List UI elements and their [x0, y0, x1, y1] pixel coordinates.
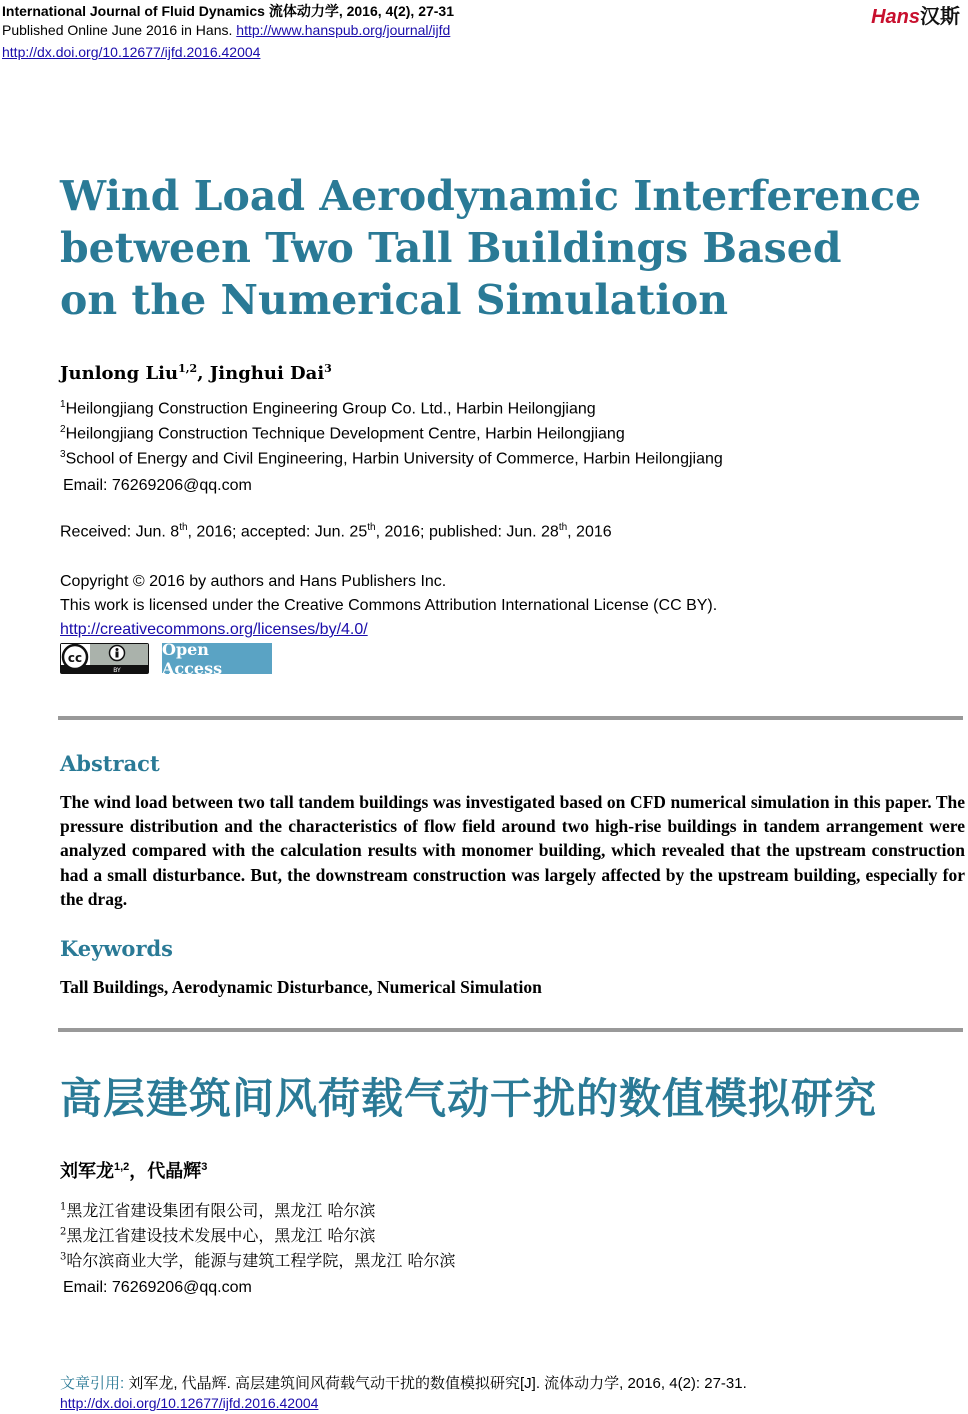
author-affiliation-mark: 3 [201, 1161, 208, 1173]
open-access-badge[interactable]: Open Access [162, 643, 272, 674]
affiliation-text: 黑龙江省建设集团有限公司，黑龙江 哈尔滨 [66, 1201, 376, 1220]
affiliation-mark: 2 [60, 1226, 67, 1238]
author-affiliation-mark: 1,2 [114, 1161, 130, 1173]
accepted-date: , 2016; accepted: Jun. 25 [187, 523, 368, 541]
cc-by-badge[interactable] [60, 643, 149, 674]
publication-prefix: Published Online June 2016 in Hans. [2, 22, 237, 38]
cn-affiliation [60, 1248, 455, 1271]
svg-text:BY: BY [113, 667, 121, 674]
journal-name: International Journal of Fluid Dynamics 流体动力学, 2016, 4(2), 27-31 [2, 3, 454, 19]
abstract-text: The wind load between two tall tandem buildings was investigated based on CFD numerical simulation in this paper. The pressure distribution and the characteristics of flow field around two high-rise buildings in tandem arrangement were analyzed compared with the calculation results with monomer building, which revealed that the upstream construction had a small disturbance. But, the downstream construction was largely affected by the upstream building, especially for the drag. [60, 792, 965, 909]
affiliation [60, 449, 723, 468]
author-email: Email: 76269206@qq.com [63, 477, 252, 494]
ordinal-suffix: th [558, 522, 568, 533]
cn-author-name: 代晶辉 [147, 1161, 202, 1181]
cn-author-list [60, 1157, 207, 1183]
affiliation-text: Heilongjiang Construction Technique Development Centre, Harbin Heilongjiang [65, 425, 625, 443]
published-year: , 2016 [567, 523, 612, 541]
affiliation-mark: 2 [60, 424, 66, 435]
affiliation [60, 424, 625, 443]
title-line: on the Numerical Simulation [60, 276, 729, 324]
cn-affiliation [60, 1198, 375, 1221]
published-date: , 2016; published: Jun. 28 [375, 523, 559, 541]
publisher-logo [871, 0, 960, 29]
publication-dates [60, 522, 612, 541]
citation-doi-link[interactable]: http://dx.doi.org/10.12677/ijfd.2016.42004 [60, 1395, 319, 1411]
cn-paper-title: 高层建筑间风荷载气动干扰的数值模拟研究 [60, 1075, 878, 1122]
doi-link[interactable]: http://dx.doi.org/10.12677/ijfd.2016.42004 [2, 44, 261, 60]
author-affiliation-mark: 3 [324, 362, 332, 375]
abstract-heading: Abstract [60, 751, 160, 776]
citation-text: 刘军龙, 代晶辉. 高层建筑间风荷载气动干扰的数值模拟研究[J]. 流体动力学, 2016, 4(2): 27-31. [128, 1375, 747, 1392]
affiliation-mark: 1 [60, 399, 66, 410]
cn-author-name: 刘军龙 [60, 1161, 114, 1181]
title-line: between Two Tall Buildings Based [60, 224, 842, 272]
ordinal-suffix: th [367, 522, 376, 533]
license-line: This work is licensed under the Creative Commons Attribution International License (CC BY). [60, 597, 718, 614]
citation-label: 文章引用: [60, 1375, 129, 1392]
title-line: Wind Load Aerodynamic Interference [60, 172, 922, 220]
copyright-line: Copyright © 2016 by authors and Hans Publishers Inc. [60, 573, 447, 590]
author-list [60, 362, 332, 384]
section-divider [58, 716, 963, 720]
section-divider [58, 1028, 963, 1032]
header-doi [2, 44, 260, 60]
author-name: Jinghui Dai [209, 363, 325, 384]
affiliation-text: Heilongjiang Construction Engineering Group Co. Ltd., Harbin Heilongjiang [65, 400, 596, 418]
affiliation-mark: 3 [60, 449, 66, 460]
affiliation-text: 黑龙江省建设技术发展中心，黑龙江 哈尔滨 [66, 1226, 376, 1245]
cn-affiliation [60, 1223, 375, 1246]
author-separator: , [197, 363, 210, 384]
affiliation-mark: 1 [60, 1201, 67, 1213]
ordinal-suffix: th [179, 522, 188, 533]
author-separator: ， [129, 1161, 148, 1181]
cc-by-icon [60, 643, 149, 674]
copyright-block [60, 570, 717, 642]
cn-author-email: Email: 76269206@qq.com [63, 1279, 252, 1296]
received-date: Received: Jun. 8 [60, 523, 180, 541]
affiliation-text: 哈尔滨商业大学，能源与建筑工程学院，黑龙江 哈尔滨 [66, 1251, 456, 1270]
affiliation-mark: 3 [60, 1251, 67, 1263]
author-affiliation-mark: 1,2 [178, 362, 198, 375]
journal-url-link[interactable]: http://www.hanspub.org/journal/ijfd [236, 22, 451, 38]
svg-text:cc: cc [67, 651, 83, 665]
keywords-text: Tall Buildings, Aerodynamic Disturbance, Numerical Simulation [60, 977, 542, 997]
logo-cn: 汉斯 [920, 6, 960, 28]
publication-info [2, 22, 450, 38]
affiliation [60, 399, 596, 418]
logo-latin: Hans [871, 6, 920, 28]
citation [60, 1372, 747, 1393]
paper-title [60, 170, 920, 326]
keywords-heading: Keywords [60, 936, 174, 961]
license-link[interactable]: http://creativecommons.org/licenses/by/4.0/ [60, 621, 368, 638]
author-name: Junlong Liu [60, 363, 179, 384]
citation-doi [60, 1395, 318, 1411]
affiliation-text: School of Energy and Civil Engineering, Harbin University of Commerce, Harbin Heilongjiang [65, 450, 723, 468]
